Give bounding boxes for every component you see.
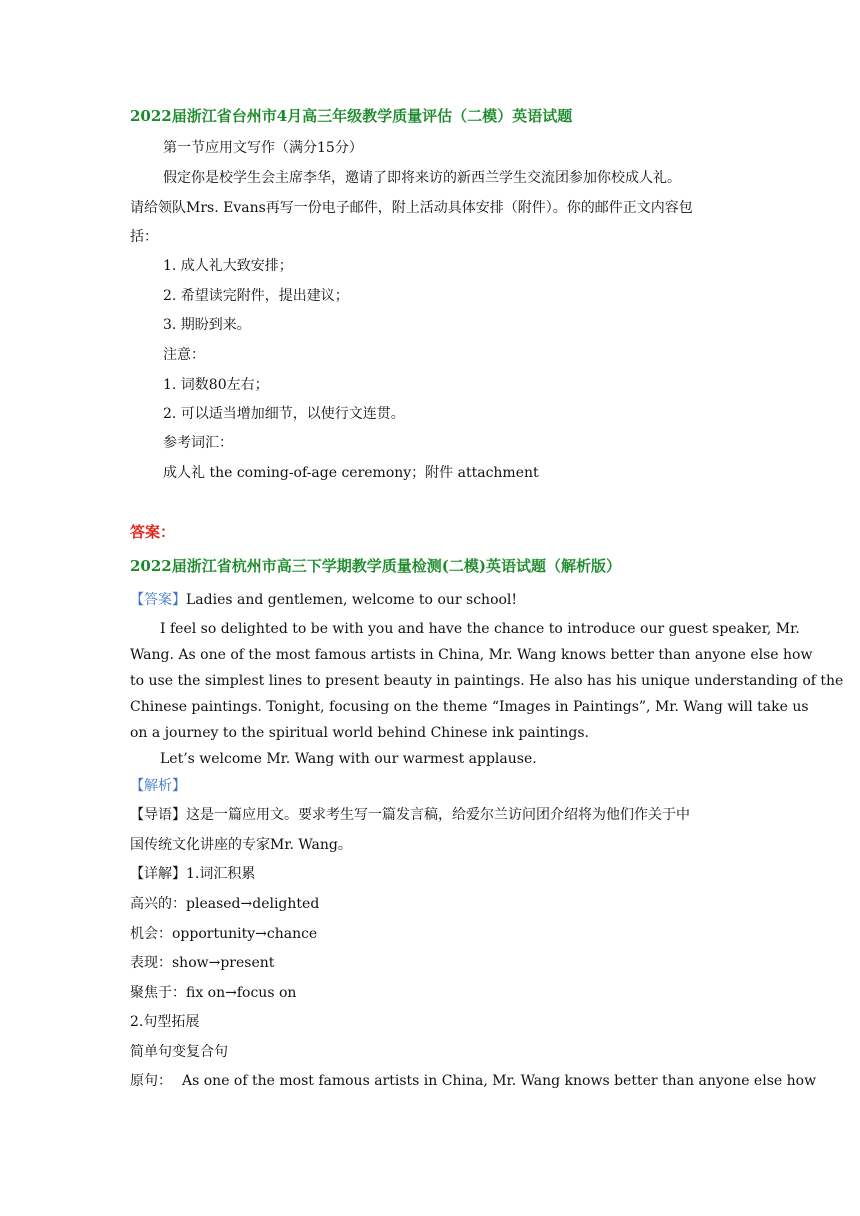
vocab-item-1: 高兴的：pleased→delighted	[130, 896, 320, 912]
answer-greeting: Ladies and gentlemen, welcome to our school!	[186, 592, 518, 608]
note-item-2: 2. 可以适当增加细节，以使行文连贯。	[163, 406, 405, 422]
original-label: 原句：	[130, 1073, 172, 1089]
essay-line-3: to use the simplest lines to present beauty in paintings. He also has his unique understanding of the	[130, 673, 844, 689]
guide-line-1: 【导语】这是一篇应用文。要求考生写一篇发言稿，给爱尔兰访问团介绍将为他们作关于中	[130, 807, 690, 823]
answer-tag: 【答案】	[130, 592, 186, 608]
answer-heading: 答案：	[130, 523, 176, 541]
requirement-item-2: 2. 希望读完附件，提出建议；	[163, 288, 349, 304]
requirement-item-3: 3. 期盼到来。	[163, 317, 251, 333]
note-item-1: 1. 词数80左右；	[163, 377, 269, 393]
vocab-title: 参考词汇：	[163, 435, 233, 451]
detail-heading: 【详解】1.词汇积累	[130, 866, 256, 882]
analysis-tag: 【解析】	[130, 778, 186, 794]
guide-line-2: 国传统文化讲座的专家Mr. Wang。	[130, 837, 352, 853]
prompt-line-3: 括：	[130, 229, 158, 245]
vocab-item-2: 机会：opportunity→chance	[130, 926, 318, 942]
requirement-item-1: 1. 成人礼大致安排；	[163, 258, 293, 274]
vocab-line: 成人礼 the coming-of-age ceremony；附件 attachment	[163, 465, 539, 481]
essay-line-1: I feel so delighted to be with you and have the chance to introduce our guest speaker, Mr.	[160, 621, 800, 637]
essay-line-4: Chinese paintings. Tonight, focusing on the theme “Images in Paintings”, Mr. Wang will take us	[130, 699, 809, 715]
pattern-subheading: 简单句变复合句	[130, 1044, 228, 1060]
vocab-item-3: 表现：show→present	[130, 955, 275, 971]
original-sentence	[130, 1072, 817, 1090]
vocab-item-4: 聚焦于：fix on→focus on	[130, 985, 297, 1001]
question-title: 2022届浙江省台州市4月高三年级教学质量评估（二模）英语试题	[130, 107, 573, 125]
note-title: 注意：	[163, 347, 205, 363]
answer-source-title: 2022届浙江省杭州市高三下学期教学质量检测(二模)英语试题（解析版）	[130, 557, 621, 575]
essay-line-5: on a journey to the spiritual world behind Chinese ink paintings.	[130, 725, 589, 741]
pattern-heading: 2.句型拓展	[130, 1014, 200, 1030]
essay-line-6: Let’s welcome Mr. Wang with our warmest applause.	[160, 751, 537, 767]
original-text: As one of the most famous artists in China, Mr. Wang knows better than anyone else how	[182, 1073, 817, 1089]
section-heading: 第一节应用文写作（满分15分）	[163, 140, 363, 156]
essay-line-2: Wang. As one of the most famous artists in China, Mr. Wang knows better than anyone else how	[130, 647, 813, 663]
prompt-line-2: 请给领队Mrs. Evans再写一份电子邮件，附上活动具体安排（附件）。你的邮件正文内容包	[130, 200, 693, 216]
answer-line	[130, 591, 740, 609]
prompt-line-1: 假定你是校学生会主席李华，邀请了即将来访的新西兰学生交流团参加你校成人礼。	[163, 170, 681, 186]
